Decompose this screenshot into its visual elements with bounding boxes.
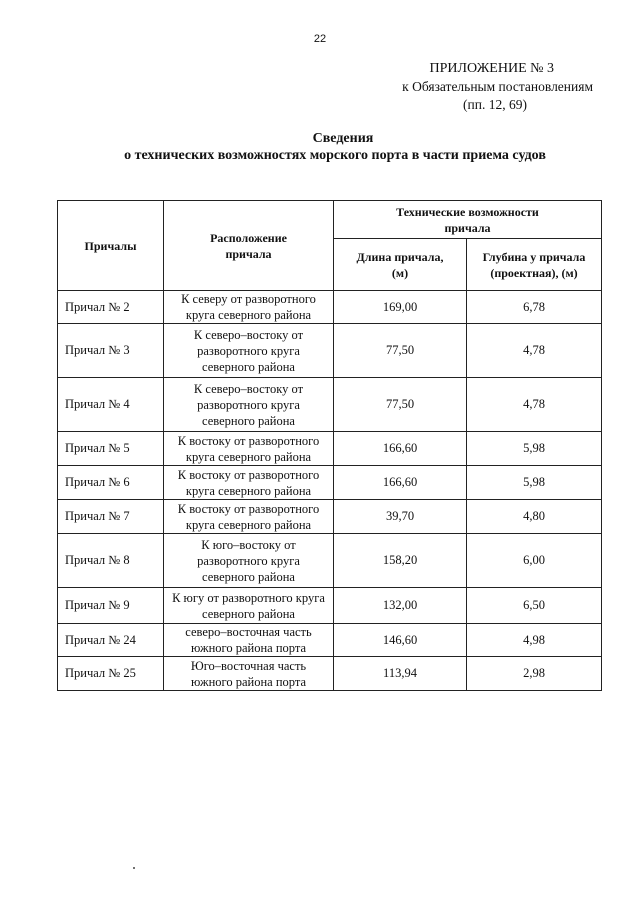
berth-length: 132,00 (334, 588, 467, 624)
table-row (58, 500, 602, 534)
table-row (58, 466, 602, 500)
berth-location: северо–восточная часть южного района порта (164, 624, 334, 657)
table-row (58, 588, 602, 624)
berth-location: К северо–востоку от разворотного круга северного района (164, 378, 334, 432)
document-subheading: о технических возможностях морского порта в части приема судов (124, 148, 546, 163)
berth-depth: 4,78 (467, 324, 602, 378)
berth-length: 146,60 (334, 624, 467, 657)
berth-name: Причал № 3 (58, 324, 164, 378)
header-location: Расположение причала (164, 201, 334, 291)
scan-speck (133, 867, 135, 869)
berth-location: К востоку от разворотного круга северного района (164, 432, 334, 466)
berth-name: Причал № 2 (58, 291, 164, 324)
appendix-title: ПРИЛОЖЕНИЕ № 3 (429, 61, 554, 76)
berths-table (57, 200, 602, 691)
berth-depth: 4,98 (467, 624, 602, 657)
berth-location: К востоку от разворотного круга северного района (164, 466, 334, 500)
berth-name: Причал № 5 (58, 432, 164, 466)
berth-depth: 4,78 (467, 378, 602, 432)
berth-length: 39,70 (334, 500, 467, 534)
berth-depth: 6,78 (467, 291, 602, 324)
berth-location: К югу от разворотного круга северного района (164, 588, 334, 624)
berth-depth: 5,98 (467, 432, 602, 466)
berth-location: К северу от разворотного круга северного района (164, 291, 334, 324)
berth-length: 169,00 (334, 291, 467, 324)
berth-location: К юго–востоку от разворотного круга северного района (164, 534, 334, 588)
berth-name: Причал № 25 (58, 657, 164, 691)
berth-depth: 6,00 (467, 534, 602, 588)
document-heading: Сведения (312, 131, 374, 146)
berth-length: 166,60 (334, 432, 467, 466)
berth-location: Юго–восточная часть южного района порта (164, 657, 334, 691)
header-berths: Причалы (58, 201, 164, 291)
berth-depth: 5,98 (467, 466, 602, 500)
table-row (58, 378, 602, 432)
page-number: 22 (313, 33, 327, 45)
berth-name: Причал № 4 (58, 378, 164, 432)
berth-length: 113,94 (334, 657, 467, 691)
berth-length: 77,50 (334, 378, 467, 432)
berth-name: Причал № 24 (58, 624, 164, 657)
table-row (58, 534, 602, 588)
table-body (58, 291, 602, 691)
header-tech-capabilities: Технические возможности причала (334, 201, 602, 239)
table-row (58, 291, 602, 324)
berth-name: Причал № 6 (58, 466, 164, 500)
table-row (58, 657, 602, 691)
berth-length: 158,20 (334, 534, 467, 588)
berth-depth: 2,98 (467, 657, 602, 691)
berth-location: К северо–востоку от разворотного круга северного района (164, 324, 334, 378)
appendix-reference: к Обязательным постановлениям (402, 79, 593, 94)
berth-depth: 6,50 (467, 588, 602, 624)
berth-name: Причал № 7 (58, 500, 164, 534)
table-row (58, 432, 602, 466)
table-row (58, 324, 602, 378)
berth-depth: 4,80 (467, 500, 602, 534)
table-row (58, 624, 602, 657)
header-depth: Глубина у причала (проектная), (м) (467, 239, 602, 291)
berth-name: Причал № 8 (58, 534, 164, 588)
header-length: Длина причала, (м) (334, 239, 467, 291)
berth-name: Причал № 9 (58, 588, 164, 624)
appendix-clauses: (пп. 12, 69) (463, 97, 527, 112)
berth-length: 77,50 (334, 324, 467, 378)
berth-location: К востоку от разворотного круга северного района (164, 500, 334, 534)
berth-length: 166,60 (334, 466, 467, 500)
